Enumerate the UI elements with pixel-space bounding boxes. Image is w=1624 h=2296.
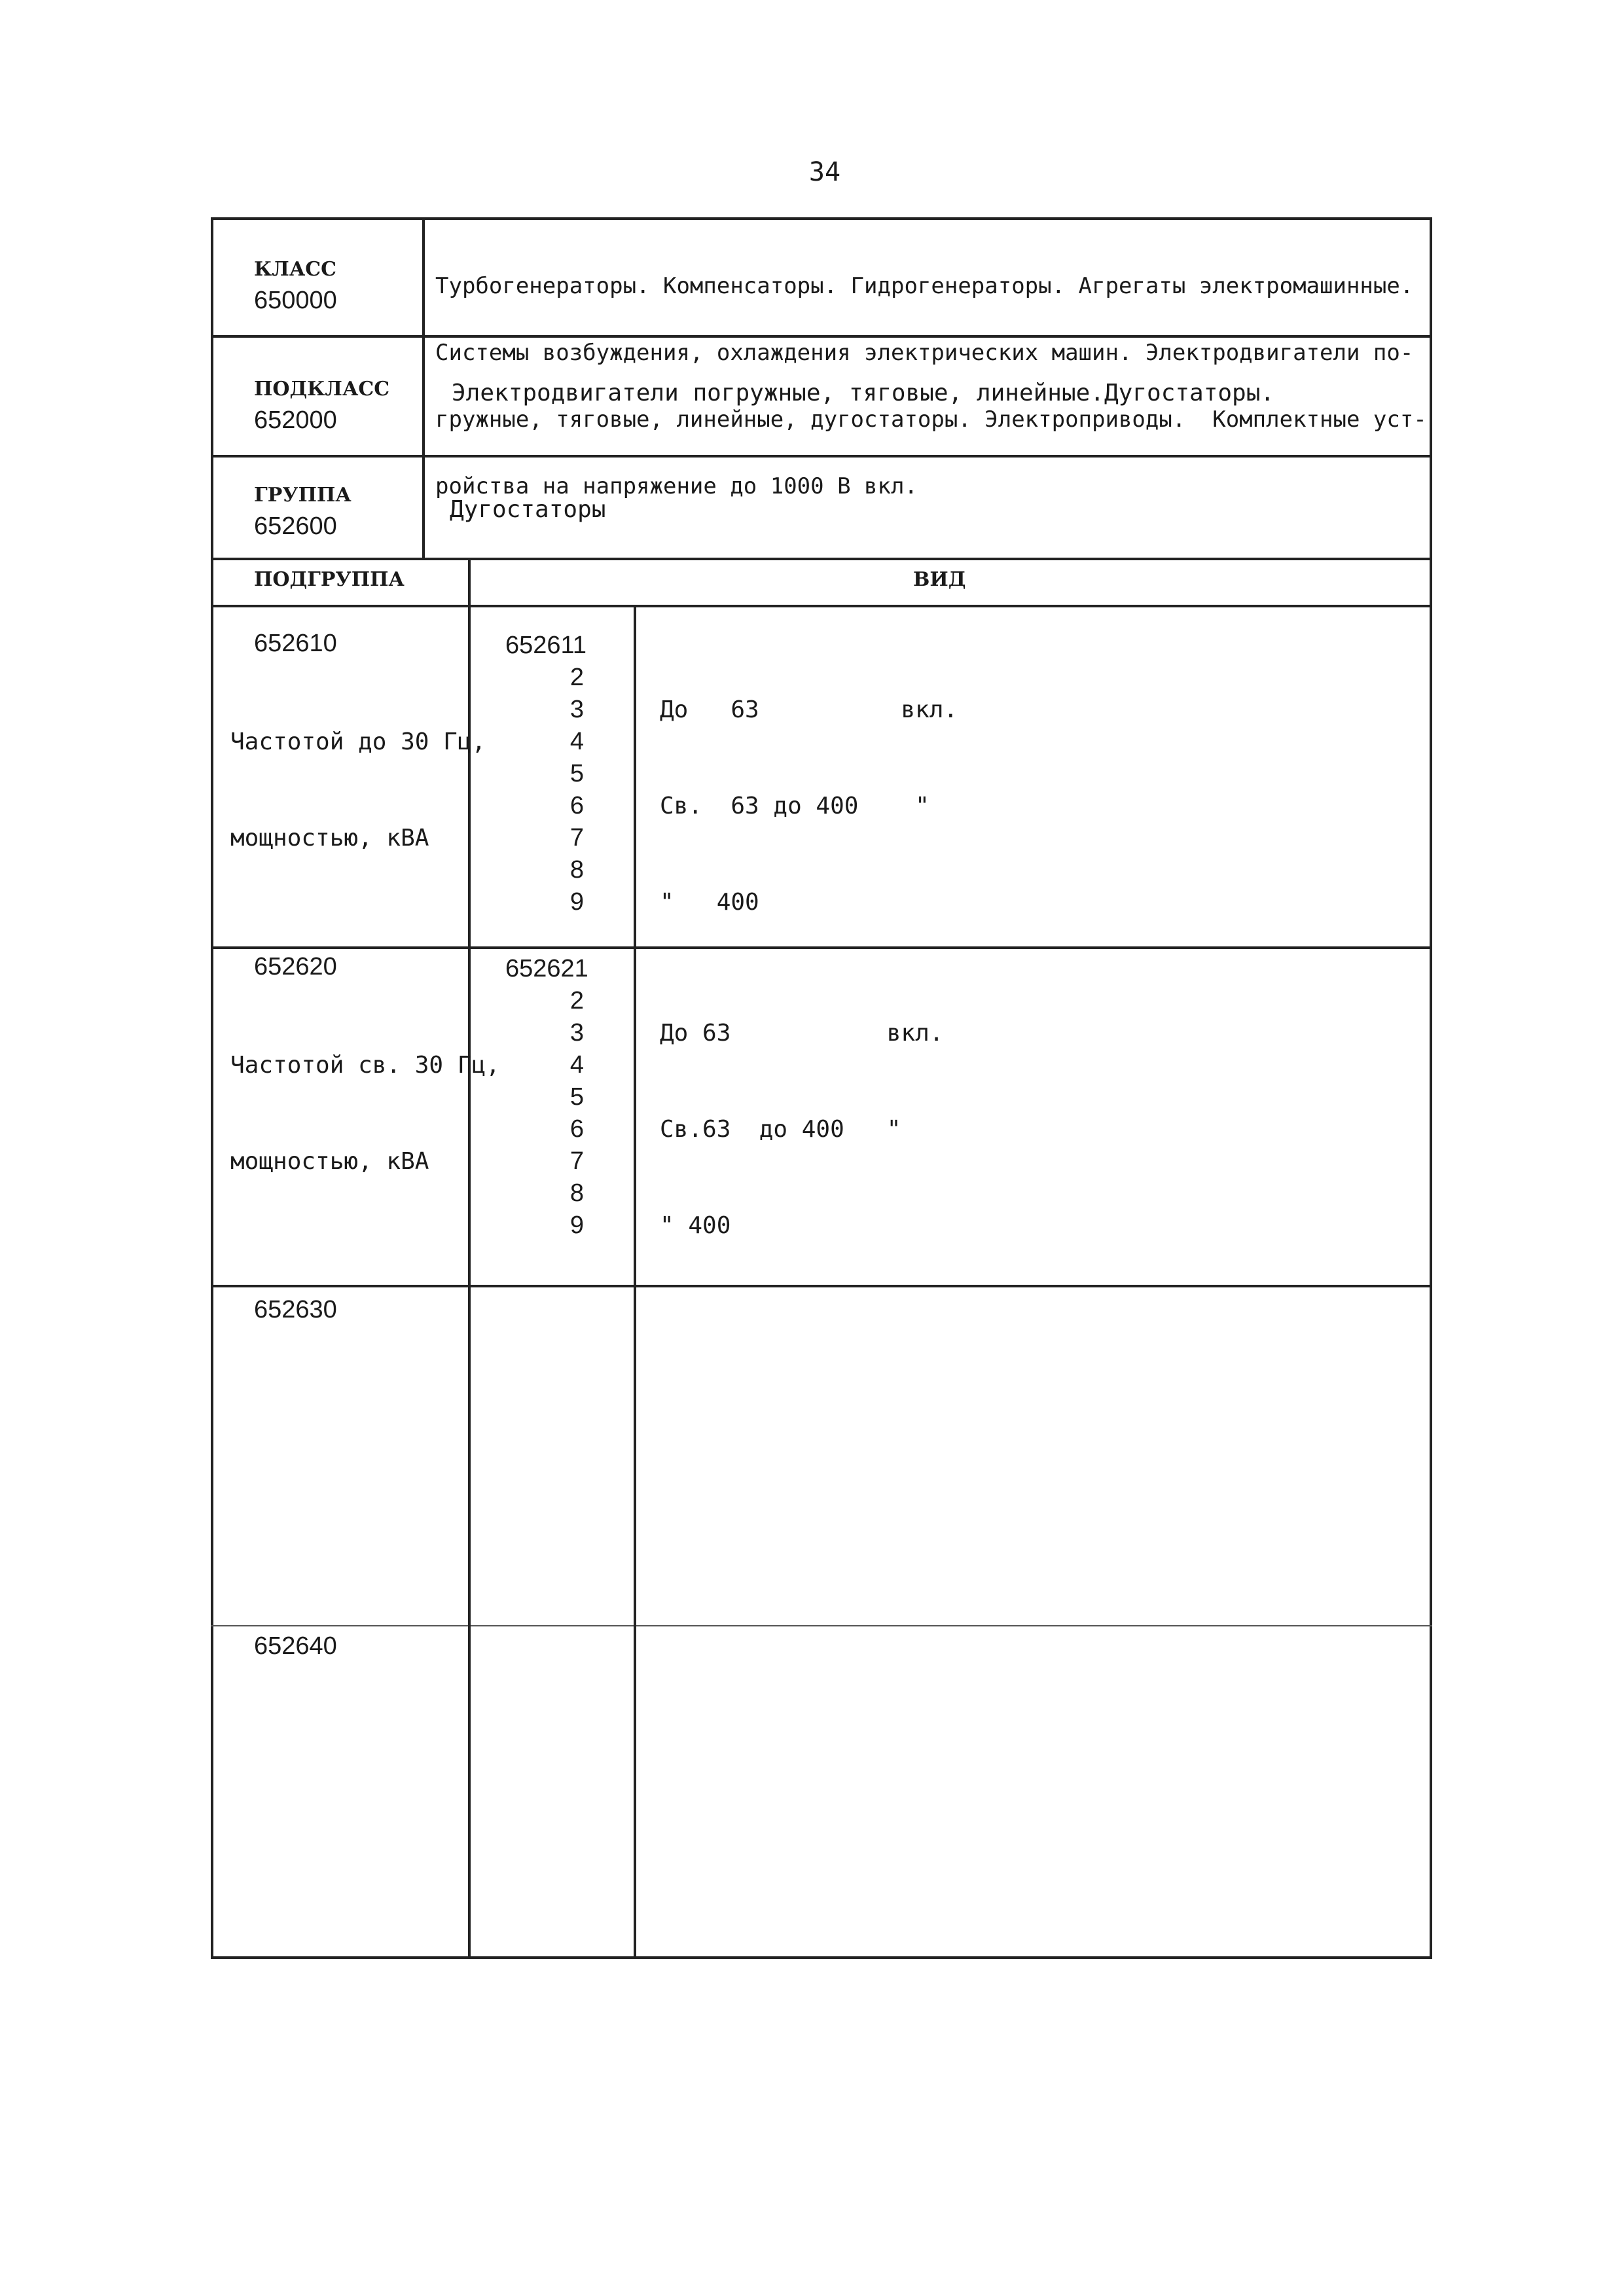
subgroup-code: 652620 <box>254 953 337 980</box>
vid-code: 8 <box>569 856 584 884</box>
gruppa-code: 652600 <box>254 512 337 540</box>
vid-code-list <box>505 630 584 918</box>
vid-description: До 63 вкл. <box>660 1020 944 1047</box>
gruppa-description: Дугостаторы <box>450 496 606 523</box>
vid-code: 9 <box>569 1211 584 1239</box>
row-divider <box>211 1625 1432 1626</box>
podgruppa-header: ПОДГРУППА <box>254 568 405 591</box>
vid-description-list <box>660 630 958 950</box>
vid-code: 2 <box>569 664 584 691</box>
vid-code: 2 <box>569 987 584 1014</box>
podklass-label: ПОДКЛАСС <box>254 378 390 401</box>
vid-code: 3 <box>569 1019 584 1047</box>
vid-description: " 400 <box>660 1212 731 1239</box>
vid-code: 5 <box>569 760 584 787</box>
subgroup-code: 652640 <box>254 1632 337 1660</box>
klass-label: КЛАСС <box>254 258 337 281</box>
vid-code: 7 <box>569 824 584 852</box>
subgroup-code: 652610 <box>254 630 337 657</box>
vid-code: 9 <box>569 888 584 916</box>
vid-code-list <box>505 953 588 1242</box>
row-divider <box>211 1285 1432 1287</box>
gruppa-label: ГРУППА <box>254 484 352 507</box>
vid-code: 5 <box>569 1083 584 1111</box>
subgroup-code: 652630 <box>254 1296 337 1323</box>
vid-description: Св. 63 до 400 " <box>660 793 929 819</box>
vid-code: 4 <box>569 1051 584 1079</box>
vid-description-list <box>660 953 943 1274</box>
vid-description: " 400 <box>660 889 759 916</box>
subgroup-description: Частотой до 30 Гц, мощностью, кВА <box>230 728 486 852</box>
vid-code: 6 <box>569 792 584 819</box>
klass-description: Турбогенераторы. Компенсаторы. Гидрогенераторы. Агрегаты электромашинные. Системы возбуждения, охлаждения электрических машин. Электродвигатели по- гружные, тяговые, линейные, дугостаторы. Электроприводы. Комплектные уст- ройства на напряжение до 1000 В вкл. <box>435 273 1427 499</box>
vid-code: 3 <box>569 696 584 723</box>
row-divider <box>211 558 1432 560</box>
vid-code: 7 <box>569 1147 584 1175</box>
podklass-code: 652000 <box>254 406 337 434</box>
vid-description: До 63 вкл. <box>660 696 958 723</box>
vid-code: 8 <box>569 1179 584 1207</box>
column-divider <box>422 217 425 558</box>
vid-code: 6 <box>569 1115 584 1143</box>
vid-code: 652611 <box>505 632 586 659</box>
podklass-description: Электродвигатели погружные, тяговые, линейные.Дугостаторы. <box>452 380 1275 406</box>
subgroup-description: Частотой св. 30 Гц, мощностью, кВА <box>230 1052 500 1175</box>
klass-code: 650000 <box>254 287 337 314</box>
vid-code: 652621 <box>505 955 588 982</box>
row-divider <box>211 605 1432 607</box>
column-divider <box>634 605 636 1959</box>
vid-header: ВИД <box>913 568 966 591</box>
vid-description: Св.63 до 400 " <box>660 1116 901 1143</box>
page-number: 34 <box>808 157 841 187</box>
vid-code: 4 <box>569 728 584 755</box>
